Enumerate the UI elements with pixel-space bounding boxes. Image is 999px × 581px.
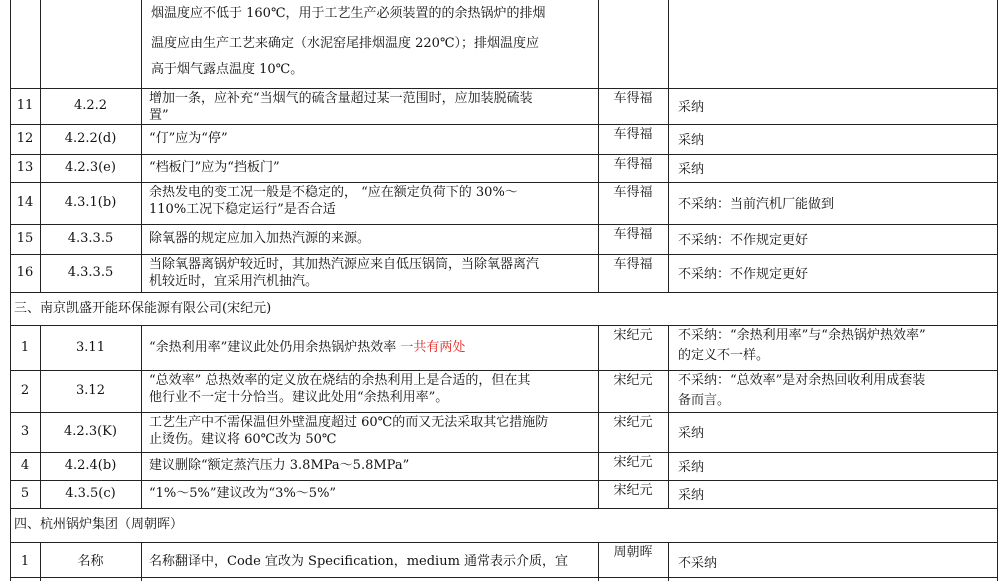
- opinion-line: “档板门”应为“挡板门”: [149, 160, 280, 175]
- row-divider: [10, 224, 997, 225]
- result-line: 不采纳：“总效率”是对余热回收利用成套装: [678, 373, 926, 388]
- clause-number: 4.3.3.5: [67, 231, 114, 246]
- opinion-line: “总效率” 总热效率的定义放在烧结的余热利用上是合适的，但在其: [149, 373, 531, 388]
- column-divider: [997, 370, 998, 412]
- result-line: 采纳: [678, 426, 705, 441]
- column-divider: [141, 480, 142, 508]
- column-divider: [40, 0, 41, 88]
- row-divider: [10, 480, 997, 481]
- result-line: 不采纳：当前汽机厂能做到: [678, 197, 835, 212]
- opinion-line: 余热发电的变工况一般是不稳定的， “应在额定负荷下的 30%～: [149, 185, 518, 200]
- result-line: 不采纳：“余热利用率”与“余热锅炉热效率”: [678, 328, 926, 343]
- commenter: 车得福: [613, 185, 653, 200]
- result-line: 备而言。: [678, 393, 731, 408]
- column-divider: [997, 452, 998, 480]
- clause-number: 名称: [77, 553, 104, 569]
- opinion-line: 110%工况下稳定运行”是否合适: [149, 202, 336, 217]
- clause-number: 4.2.4(b): [64, 458, 117, 473]
- column-divider: [997, 154, 998, 182]
- row-number: 1: [20, 553, 30, 569]
- result-line: 不采纳：不作规定更好: [678, 267, 809, 282]
- section-header: 三、南京凯盛开能环保能源有限公司(宋纪元): [14, 300, 272, 316]
- row-divider: [10, 412, 997, 413]
- opinion-line: “1%～5%”建议改为“3%～5%”: [149, 486, 337, 501]
- row-divider: [10, 542, 997, 543]
- opinion-note: 一共有两处: [396, 339, 466, 355]
- clause-number: 4.2.3(K): [64, 424, 117, 439]
- commenter: 宋纪元: [613, 455, 653, 470]
- column-divider: [141, 254, 142, 292]
- column-divider: [997, 254, 998, 292]
- opinion-line: “仃”应为“停”: [149, 131, 228, 146]
- row-number: 13: [16, 160, 34, 175]
- column-divider: [10, 508, 11, 542]
- opinion-line: 止烫伤。建议将 60℃改为 50℃: [149, 432, 337, 447]
- opinion-line: 置”: [149, 108, 169, 123]
- column-divider: [668, 452, 669, 480]
- opinion-line: 名称翻译中，Code 宜改为 Specification，medium 通常表示介质，宜: [149, 553, 569, 569]
- result-line: 不采纳：不作规定更好: [678, 233, 809, 248]
- result-line: 采纳: [678, 162, 705, 177]
- column-divider: [668, 154, 669, 182]
- column-divider: [10, 0, 11, 88]
- column-divider: [668, 542, 669, 581]
- row-number: 1: [20, 339, 30, 355]
- column-divider: [141, 412, 142, 452]
- row-number: 5: [20, 486, 30, 501]
- column-divider: [141, 452, 142, 480]
- section-header: 四、杭州锅炉集团（周朝晖）: [14, 517, 184, 532]
- column-divider: [997, 508, 998, 542]
- column-divider: [997, 124, 998, 154]
- row-divider: [10, 508, 997, 509]
- opinion-line: “余热利用率”建议此处仍用余热锅炉热效率 一共有两处: [149, 339, 466, 355]
- commenter: 车得福: [613, 257, 653, 272]
- row-number: 16: [16, 265, 34, 280]
- intro-line: 温度应由生产工艺来确定（水泥窑尾排烟温度 220℃）；排烟温度应: [151, 36, 539, 51]
- opinion-line: 当除氧器离锅炉较近时，其加热汽源应来自低压锅筒，当除氧器离汽: [149, 257, 540, 272]
- row-divider: [10, 577, 997, 578]
- column-divider: [10, 292, 11, 325]
- row-number: 14: [16, 195, 34, 210]
- column-divider: [668, 370, 669, 412]
- row-divider: [10, 325, 997, 326]
- opinion-line: 机较近时，宜采用汽机抽汽。: [149, 274, 319, 289]
- opinion-line: 除氧器的规定应加入加热汽源的来源。: [149, 231, 371, 246]
- commenter: 宋纪元: [613, 373, 653, 388]
- column-divider: [141, 88, 142, 124]
- row-divider: [10, 292, 997, 293]
- result-line: 的定义不一样。: [678, 348, 770, 363]
- column-divider: [997, 88, 998, 124]
- row-divider: [10, 254, 997, 255]
- column-divider: [997, 0, 998, 88]
- column-divider: [668, 325, 669, 370]
- column-divider: [997, 325, 998, 370]
- result-line: 采纳: [678, 100, 705, 115]
- commenter: 车得福: [613, 91, 653, 106]
- commenter: 宋纪元: [613, 415, 653, 430]
- row-number: 4: [20, 458, 30, 473]
- column-divider: [997, 292, 998, 325]
- result-line: 不采纳: [678, 555, 718, 571]
- column-divider: [668, 182, 669, 224]
- column-divider: [997, 542, 998, 581]
- column-divider: [141, 325, 142, 370]
- column-divider: [997, 224, 998, 254]
- clause-number: 3.11: [76, 339, 105, 355]
- clause-number: 3.12: [76, 383, 105, 398]
- clause-number: 4.2.2(d): [64, 131, 117, 146]
- clause-number: 4.3.3.5: [67, 265, 114, 280]
- column-divider: [598, 0, 599, 88]
- row-number: 11: [16, 98, 34, 113]
- row-divider: [10, 88, 997, 89]
- intro-line: 烟温度应不低于 160℃，用于工艺生产必须装置的的余热锅炉的排烟: [151, 6, 546, 21]
- row-divider: [10, 124, 997, 125]
- commenter: 宋纪元: [613, 328, 653, 343]
- commenter: 宋纪元: [613, 483, 653, 498]
- row-divider: [10, 182, 997, 183]
- column-divider: [668, 124, 669, 154]
- column-divider: [997, 182, 998, 224]
- column-divider: [668, 0, 669, 88]
- column-divider: [141, 542, 142, 581]
- column-divider: [141, 154, 142, 182]
- column-divider: [141, 224, 142, 254]
- column-divider: [668, 480, 669, 508]
- column-divider: [141, 0, 142, 88]
- column-divider: [997, 480, 998, 508]
- opinion-line: 增加一条，应补充“当烟气的硫含量超过某一范围时，应加装脱硫装: [149, 91, 533, 106]
- opinion-line: 建议删除“额定蒸汽压力 3.8MPa～5.8MPa”: [149, 458, 410, 473]
- column-divider: [668, 88, 669, 124]
- clause-number: 4.3.1(b): [64, 195, 117, 210]
- row-number: 3: [20, 424, 30, 439]
- column-divider: [997, 412, 998, 452]
- clause-number: 4.2.2: [73, 98, 108, 113]
- row-divider: [10, 154, 997, 155]
- clause-number: 4.2.3(e): [65, 160, 116, 175]
- row-divider: [10, 452, 997, 453]
- intro-line: 高于烟气露点温度 10℃。: [151, 62, 304, 77]
- result-line: 采纳: [678, 460, 705, 475]
- row-divider: [10, 370, 997, 371]
- column-divider: [668, 412, 669, 452]
- clause-number: 4.3.5(c): [65, 486, 116, 501]
- row-number: 15: [16, 231, 34, 246]
- column-divider: [141, 124, 142, 154]
- commenter: 周朝晖: [613, 545, 653, 560]
- result-line: 采纳: [678, 488, 705, 503]
- result-line: 采纳: [678, 133, 705, 148]
- opinion-line: 工艺生产中不需保温但外壁温度超过 60℃的而又无法采取其它措施防: [149, 415, 549, 430]
- row-number: 2: [20, 383, 30, 398]
- column-divider: [668, 254, 669, 292]
- column-divider: [668, 224, 669, 254]
- column-divider: [141, 182, 142, 224]
- column-divider: [141, 370, 142, 412]
- opinion-line: 他行业不一定十分恰当。建议此处用“余热利用率”。: [149, 390, 449, 405]
- row-number: 12: [16, 131, 34, 146]
- commenter: 车得福: [613, 227, 653, 242]
- commenter: 车得福: [613, 127, 653, 142]
- commenter: 车得福: [613, 157, 653, 172]
